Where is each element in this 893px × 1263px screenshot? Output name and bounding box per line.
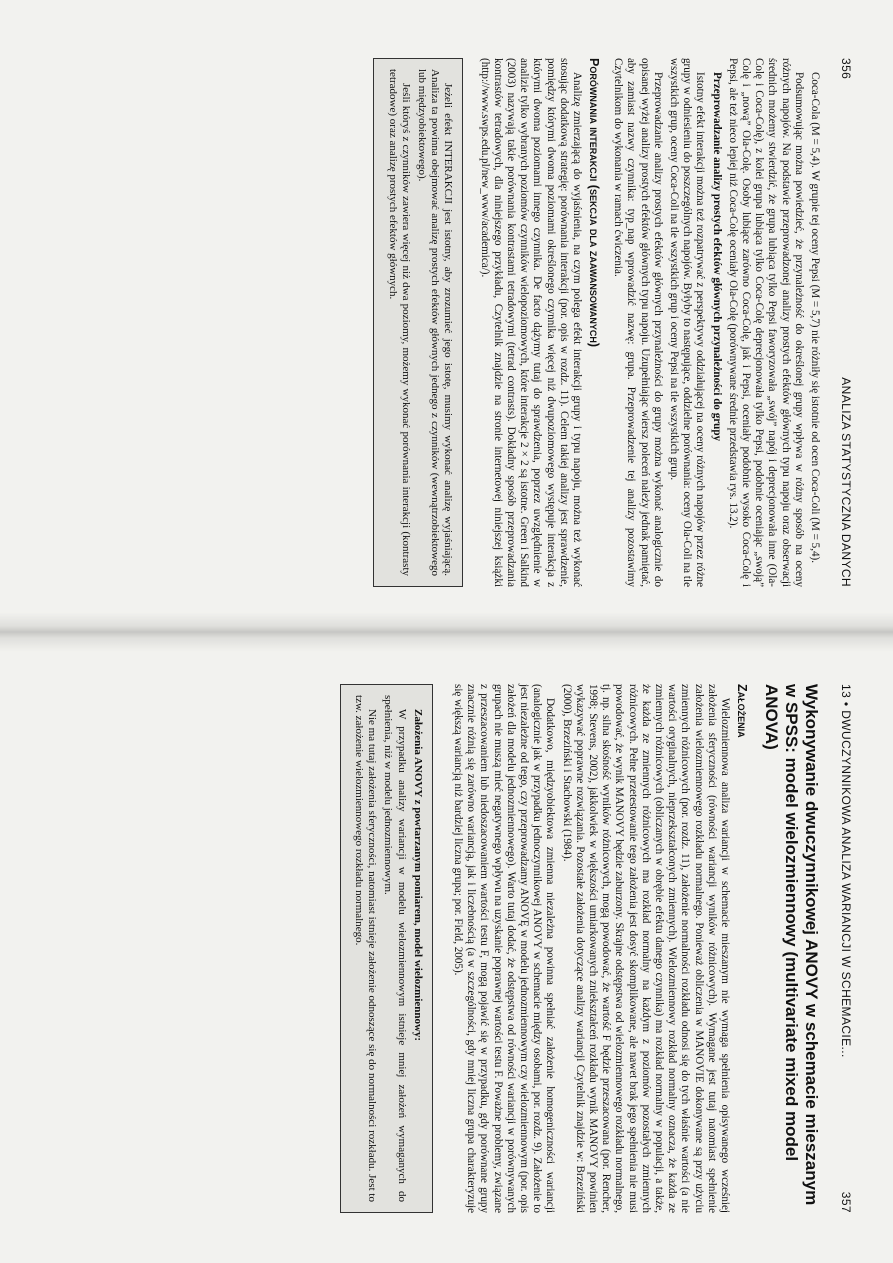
left-paragraph: Istotny efekt interakcji można też rozpatrywać z perspektywy oddziałującej na oceny różnych napojów przez różne grupy w odniesieniu do poszczególnych napojów. Byłyby to następujące, oddzielne porównania: oceny Ola-Coli na tle wszystkich grup, oceny Coca-Coli na tle wszystkich grup i oceny Pepsi na tle wszystkich grup. bbox=[667, 58, 707, 587]
right-running-head bbox=[839, 684, 853, 1213]
right-box-title: Założenia ANOVY z powtarzanym pomiarem, model wielozmiennowy: bbox=[411, 709, 424, 1042]
left-paragraph: Analizę zmierzającą do wyjaśnienia, na czym polega efekt interakcji grupy i typu napoju, można też wykonać stosując dodatkową strategię: porównania interakcji (por. opis w rozdz. 11). Celem takiej analizy jest sprawdzenie, pomiędzy którymi dwoma poziomami określonego czynnika więcej niż dwupoziomowego występuje interakcja z którymi dwoma poziomami innego czynnika. De facto dążymy tutaj do sprawdzenia, poprzez uwzględnienie w analizie tylko wybranych poziomów czynników wielopoziomowych, które interakcje 2 × 2 są istotne. Green i Salkind (2003) nazywają takie porównania kontrastami tetradowymi (tetrad contrasts). Dokładny sposób przeprowadzania kontrastów tetradowych, dla niniejszego przykładu, Czytelnik znajdzie na stronie internetowej niniejszej książki (http://www.swps.edu.pl/new_www/academica/). bbox=[478, 58, 583, 587]
right-summary-box bbox=[340, 684, 433, 1213]
left-subsection-title: Przeprowadzanie analizy prostych efektów głównych przynależności do grupy bbox=[710, 72, 723, 442]
left-section-title: Porównania interakcji (sekcja dla zaawansowanych) bbox=[586, 58, 601, 348]
left-running-head bbox=[839, 58, 853, 587]
left-paragraph: Podsumowując można powiedzieć, że przynależność do określonej grupy wpływa w różny sposób na oceny różnych napojów. Na podstawie przeprowadzonej analizy prostych efektów głównych typu napoju oraz obserwacji średnich możemy stwierdzić, że grupa lubiąca tylko Pepsi faworyzowała „swój” napój i deprecjonowała inne (Ola-Colę i Coca-Colę), z kolei grupa lubiąca tylko Coca-Colę deprecjonowała tylko Pepsi, podobnie oceniając „swoją” Colę i „nową” Ola-Colę. Osoby lubiące zarówno Coca-Colę, jak i Pepsi, oceniały podobnie wysoko Coca-Colę i Pepsi, ale też nieco lepiej niż Coca-Colę oceniały Ola-Colę (porównywane średnie przedstawia rys. 13.2). bbox=[726, 58, 805, 587]
chapter-title: Wykonywanie dwuczynnikowej ANOVY w schemacie mieszanym w SPSS: model wielozmiennowy (multivariate mixed model ANOVA) bbox=[762, 684, 821, 1206]
left-summary-box bbox=[373, 58, 463, 587]
left-page-number: 356 bbox=[839, 58, 853, 80]
right-box-paragraph: W przypadku analizy wariancji w modelu wielozmiennowym istnieje mniej założeń wymaganych do spełnienia, niż w modelu jednozmiennowym. bbox=[382, 695, 408, 1202]
right-page bbox=[0, 632, 893, 1263]
right-paragraph: Dodatkowo, międzyobiektowa zmienna niezależna powinna spełniać założenie homogeniczności wariancji (analogicznie jak w przypadku jednoczynnikowej ANOVY w schemacie między osobami, por. rozdz. 9). Założenie to jest niezależne od tego, czy przeprowadzamy ANOVĘ w modelu jednozmiennowym czy wielozmiennowym (por. opis założeń dla modelu jednozmiennowego). Warto tutaj dodać, że odstępstwa od równości wariancji w porównywanych grupach nie muszą mieć negatywnego wpływu na uzyskanie poprawnej wartości testu F. Poważne problemy, związane z przeszacowaniem lub niedoszacowaniem wartości testu F, mogą pojawić się w przypadku, gdy porównane grupy znacznie różnią się zarówno wariancją, jak i liczebnością (a w szczególności, gdy mniej liczna grupa charakteryzuje się większą wariancją niż bardziej liczna grupa; por. Field, 2005). bbox=[451, 684, 557, 1213]
left-box-paragraph: Jeśli któryś z czynników zawiera więcej niż dwa poziomy, możemy wykonać porównania interakcji (kontrasty tetradowe) oraz analizę prostych efektów głównych. bbox=[386, 69, 412, 576]
right-box-paragraph: Nie ma tutaj założenia sferyczności, natomiast istnieje założenie odnoszące się do normalności rozkładu. Jest to tzw. założenie wielozmiennowego rozkładu normalnego. bbox=[352, 695, 379, 1202]
left-paragraph: Coca-Cola (M = 5,4). W grupie tej oceny Pepsi (M = 5,7) nie różniły się istotnie od ocen Coca-Coli (M = 5,4). bbox=[809, 72, 821, 563]
left-page bbox=[0, 0, 893, 631]
right-paragraph: Wielozmiennowa analiza wariancji w schemacie mieszanym nie wymaga spełnienia opisywanego wcześniej założenia sferyczności (równości wariancji wyników różnicowych). Wymagane jest tutaj natomiast spełnienie założenia wielozmiennowego rozkładu normalnego. Ponieważ obliczenia w MANOVIE dokonywane są przy użyciu zmiennych różnicowych (por. rozdz. 11), założenie normalności rozkładu odnosi się do tych właśnie wartości (a nie wartości oryginalnych, nieprzekształconych zmiennych). Wielozmiennowy rozkład normalny oznacza, że każda ze zmiennych różnicowych (obliczanych w obrębie efektu danego czynnika) ma rozkład normalny w populacji, a także, że każda ze zmiennych różnicowych ma rozkład normalny na każdym z poziomów pozostałych zmiennych różnicowych. Pełne przetestowanie tego założenia jest dosyć skomplikowane, ale nawet brak jego spełnienia nie musi powodować, że wynik MANOVY będzie zaburzony. Skrajne odstępstwa od wielozmiennowego rozkładu normalnego, tj. np. silna skośność wyników różnicowych, mogą powodować, że wartość F będzie przeszacowana (por. Rencher, 1998; Stevens, 2002), jakkolwiek w większości umiarkowanych zniekształceń rozkładu wynik MANOVY powinien wykazywać poprawne rozwiązania. Pozostałe założenia dotyczące analizy wariancji Czytelnik znajdzie w: Brzeziński (2000), Brzeziński i Stachowski (1984). bbox=[560, 684, 731, 1213]
left-running-head-text: ANALIZA STATYSTYCZNA DANYCH bbox=[839, 377, 853, 587]
left-paragraph: Przeprowadzanie analizy prostych efektów głównych przynależności do grupy można wykonać analogicznie do opisanej wyżej analizy prostych efektów głównych typu napoju. Uzupełniając wiersz poleceń należy jednak pamiętać, aby zamiast nazwy czynnika: typ_nap wprowadzić nazwę: grupa. Przeprowadzenie tej analizy pozostawimy Czytelnikom do wykonania w ramach ćwiczenia. bbox=[612, 58, 664, 587]
right-page-number: 357 bbox=[839, 1191, 853, 1213]
left-box-paragraph: Jeżeli efekt INTERAKCJI jest istotny, aby zrozumieć jego istotę, musimy wykonać analizę wyjaśniającą. Analiza ta powinna obejmować analizę prostych efektów głównych jednego z czynników (wewnątrzobiektowego lub międzyobiektowego). bbox=[415, 69, 455, 576]
right-running-head-text: 13 • DWUCZYNNIKOWA ANALIZA WARIANCJI W SCHEMACIE... bbox=[839, 684, 853, 1058]
right-section-title: Założenia bbox=[735, 684, 749, 738]
